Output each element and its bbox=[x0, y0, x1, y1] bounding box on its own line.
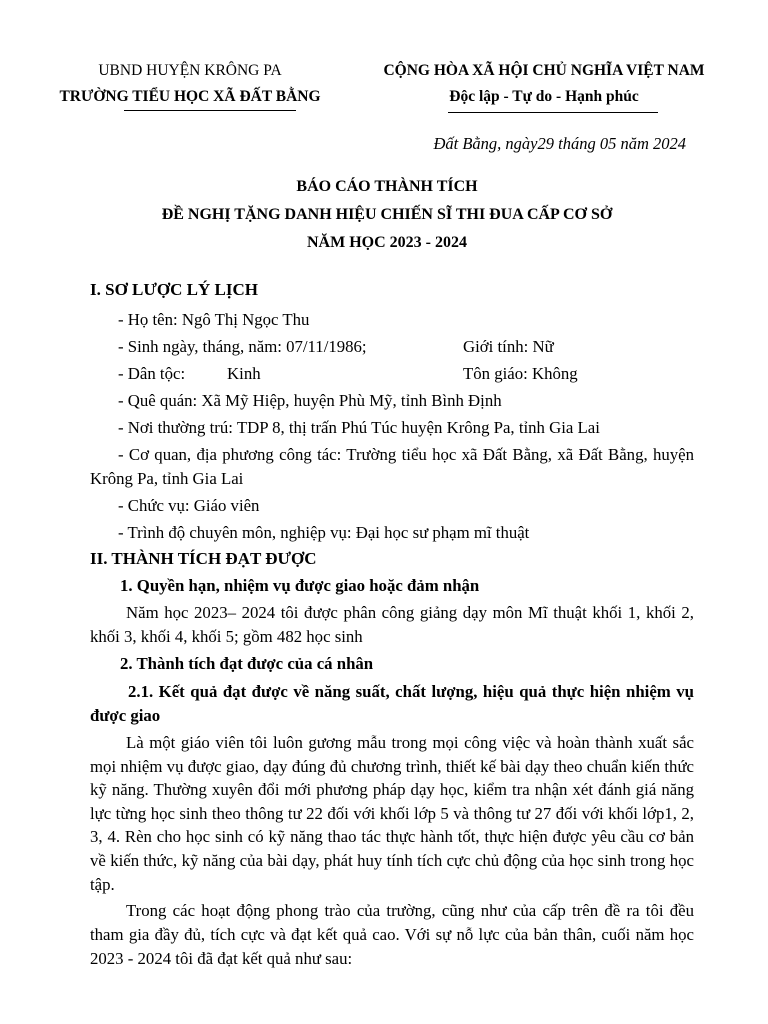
republic-name: CỘNG HÒA XÃ HỘI CHỦ NGHĨA VIỆT NAM bbox=[383, 62, 705, 79]
subsection-2-1-heading: 2.1. Kết quả đạt được về năng suất, chất lượng, hiệu quả thực hiện nhiệm vụ được giao bbox=[90, 682, 694, 725]
section-2-heading: II. THÀNH TÍCH ĐẠT ĐƯỢC bbox=[90, 549, 317, 568]
national-motto: Độc lập - Tự do - Hạnh phúc bbox=[449, 88, 639, 105]
header-left bbox=[55, 58, 325, 110]
subsection-1-heading: 1. Quyền hạn, nhiệm vụ được giao hoặc đảm nhận bbox=[120, 576, 480, 595]
field-ethnic: - Dân tộc: Kinh bbox=[118, 364, 261, 383]
header-right bbox=[358, 58, 730, 110]
title-line-2: ĐỀ NGHỊ TẶNG DANH HIỆU CHIẾN SĨ THI ĐUA CẤP CƠ SỞ bbox=[161, 206, 613, 223]
field-residence: - Nơi thường trú: TDP 8, thị trấn Phú Túc huyện Krông Pa, tỉnh Gia Lai bbox=[118, 418, 600, 437]
field-name: - Họ tên: Ngô Thị Ngọc Thu bbox=[118, 310, 310, 329]
field-birth: - Sinh ngày, tháng, năm: 07/11/1986; bbox=[118, 337, 367, 356]
field-hometown: - Quê quán: Xã Mỹ Hiệp, huyện Phù Mỹ, tỉnh Bình Định bbox=[118, 391, 502, 410]
ethnic-religion-row bbox=[90, 362, 694, 386]
report-body bbox=[90, 278, 694, 971]
report-title bbox=[82, 173, 692, 257]
field-qualification: - Trình độ chuyên môn, nghiệp vụ: Đại học sư phạm mĩ thuật bbox=[118, 523, 530, 542]
title-line-3: NĂM HỌC 2023 - 2024 bbox=[307, 234, 467, 251]
school-name: TRƯỜNG TIỂU HỌC XÃ ĐẤT BẰNG bbox=[59, 88, 321, 105]
paragraph-assignment: Năm học 2023– 2024 tôi được phân công giảng dạy môn Mĩ thuật khối 1, khối 2, khối 3, khối 4, khối 5; gồm 482 học sinh bbox=[90, 603, 694, 646]
section-1-heading: I. SƠ LƯỢC LÝ LỊCH bbox=[90, 280, 258, 299]
header-left-underline bbox=[124, 110, 296, 111]
paragraph-performance: Là một giáo viên tôi luôn gương mẫu trong mọi công việc và hoàn thành xuất sắc mọi nhiệm vụ được giao, dạy đúng đủ chương trình, thiết kế bài dạy theo chuẩn kiến thức kỹ năng. Thường xuyên đổi mới phương pháp dạy học, kiểm tra nhận xét đánh giá năng lực từng học sinh theo thông tư 22 đối với khối lớp 5 và thông tư 27 đối với khối lớp1, 2, 3, 4. Rèn cho học sinh có kỹ năng thao tác thực hành tốt, thực hiện được yêu cầu cơ bản về kiến thức, kỹ năng của bài dạy, phát huy tính tích cực chủ động của học sinh trong học tập. bbox=[90, 733, 694, 894]
date-line: Đất Bằng, ngày29 tháng 05 năm 2024 bbox=[433, 134, 686, 153]
header-right-underline bbox=[448, 112, 658, 113]
birth-gender-row bbox=[90, 335, 694, 359]
field-workplace: - Cơ quan, địa phương công tác: Trường tiểu học xã Đất Bằng, xã Đất Bằng, huyện Krông Pa, tỉnh Gia Lai bbox=[90, 445, 694, 488]
field-position: - Chức vụ: Giáo viên bbox=[118, 496, 260, 515]
field-gender: Giới tính: Nữ bbox=[463, 337, 554, 356]
field-religion: Tôn giáo: Không bbox=[463, 364, 578, 383]
paragraph-activities: Trong các hoạt động phong trào của trường, cũng như của cấp trên đề ra tôi đều tham gia đầy đủ, tích cực và đạt kết quả cao. Với sự nỗ lực của bản thân, cuối năm học 2023 - 2024 tôi đã đạt kết quả như sau: bbox=[90, 901, 694, 969]
title-line-1: BÁO CÁO THÀNH TÍCH bbox=[296, 178, 478, 195]
subsection-2-heading: 2. Thành tích đạt được của cá nhân bbox=[120, 654, 374, 673]
agency-name: UBND HUYỆN KRÔNG PA bbox=[98, 62, 282, 79]
